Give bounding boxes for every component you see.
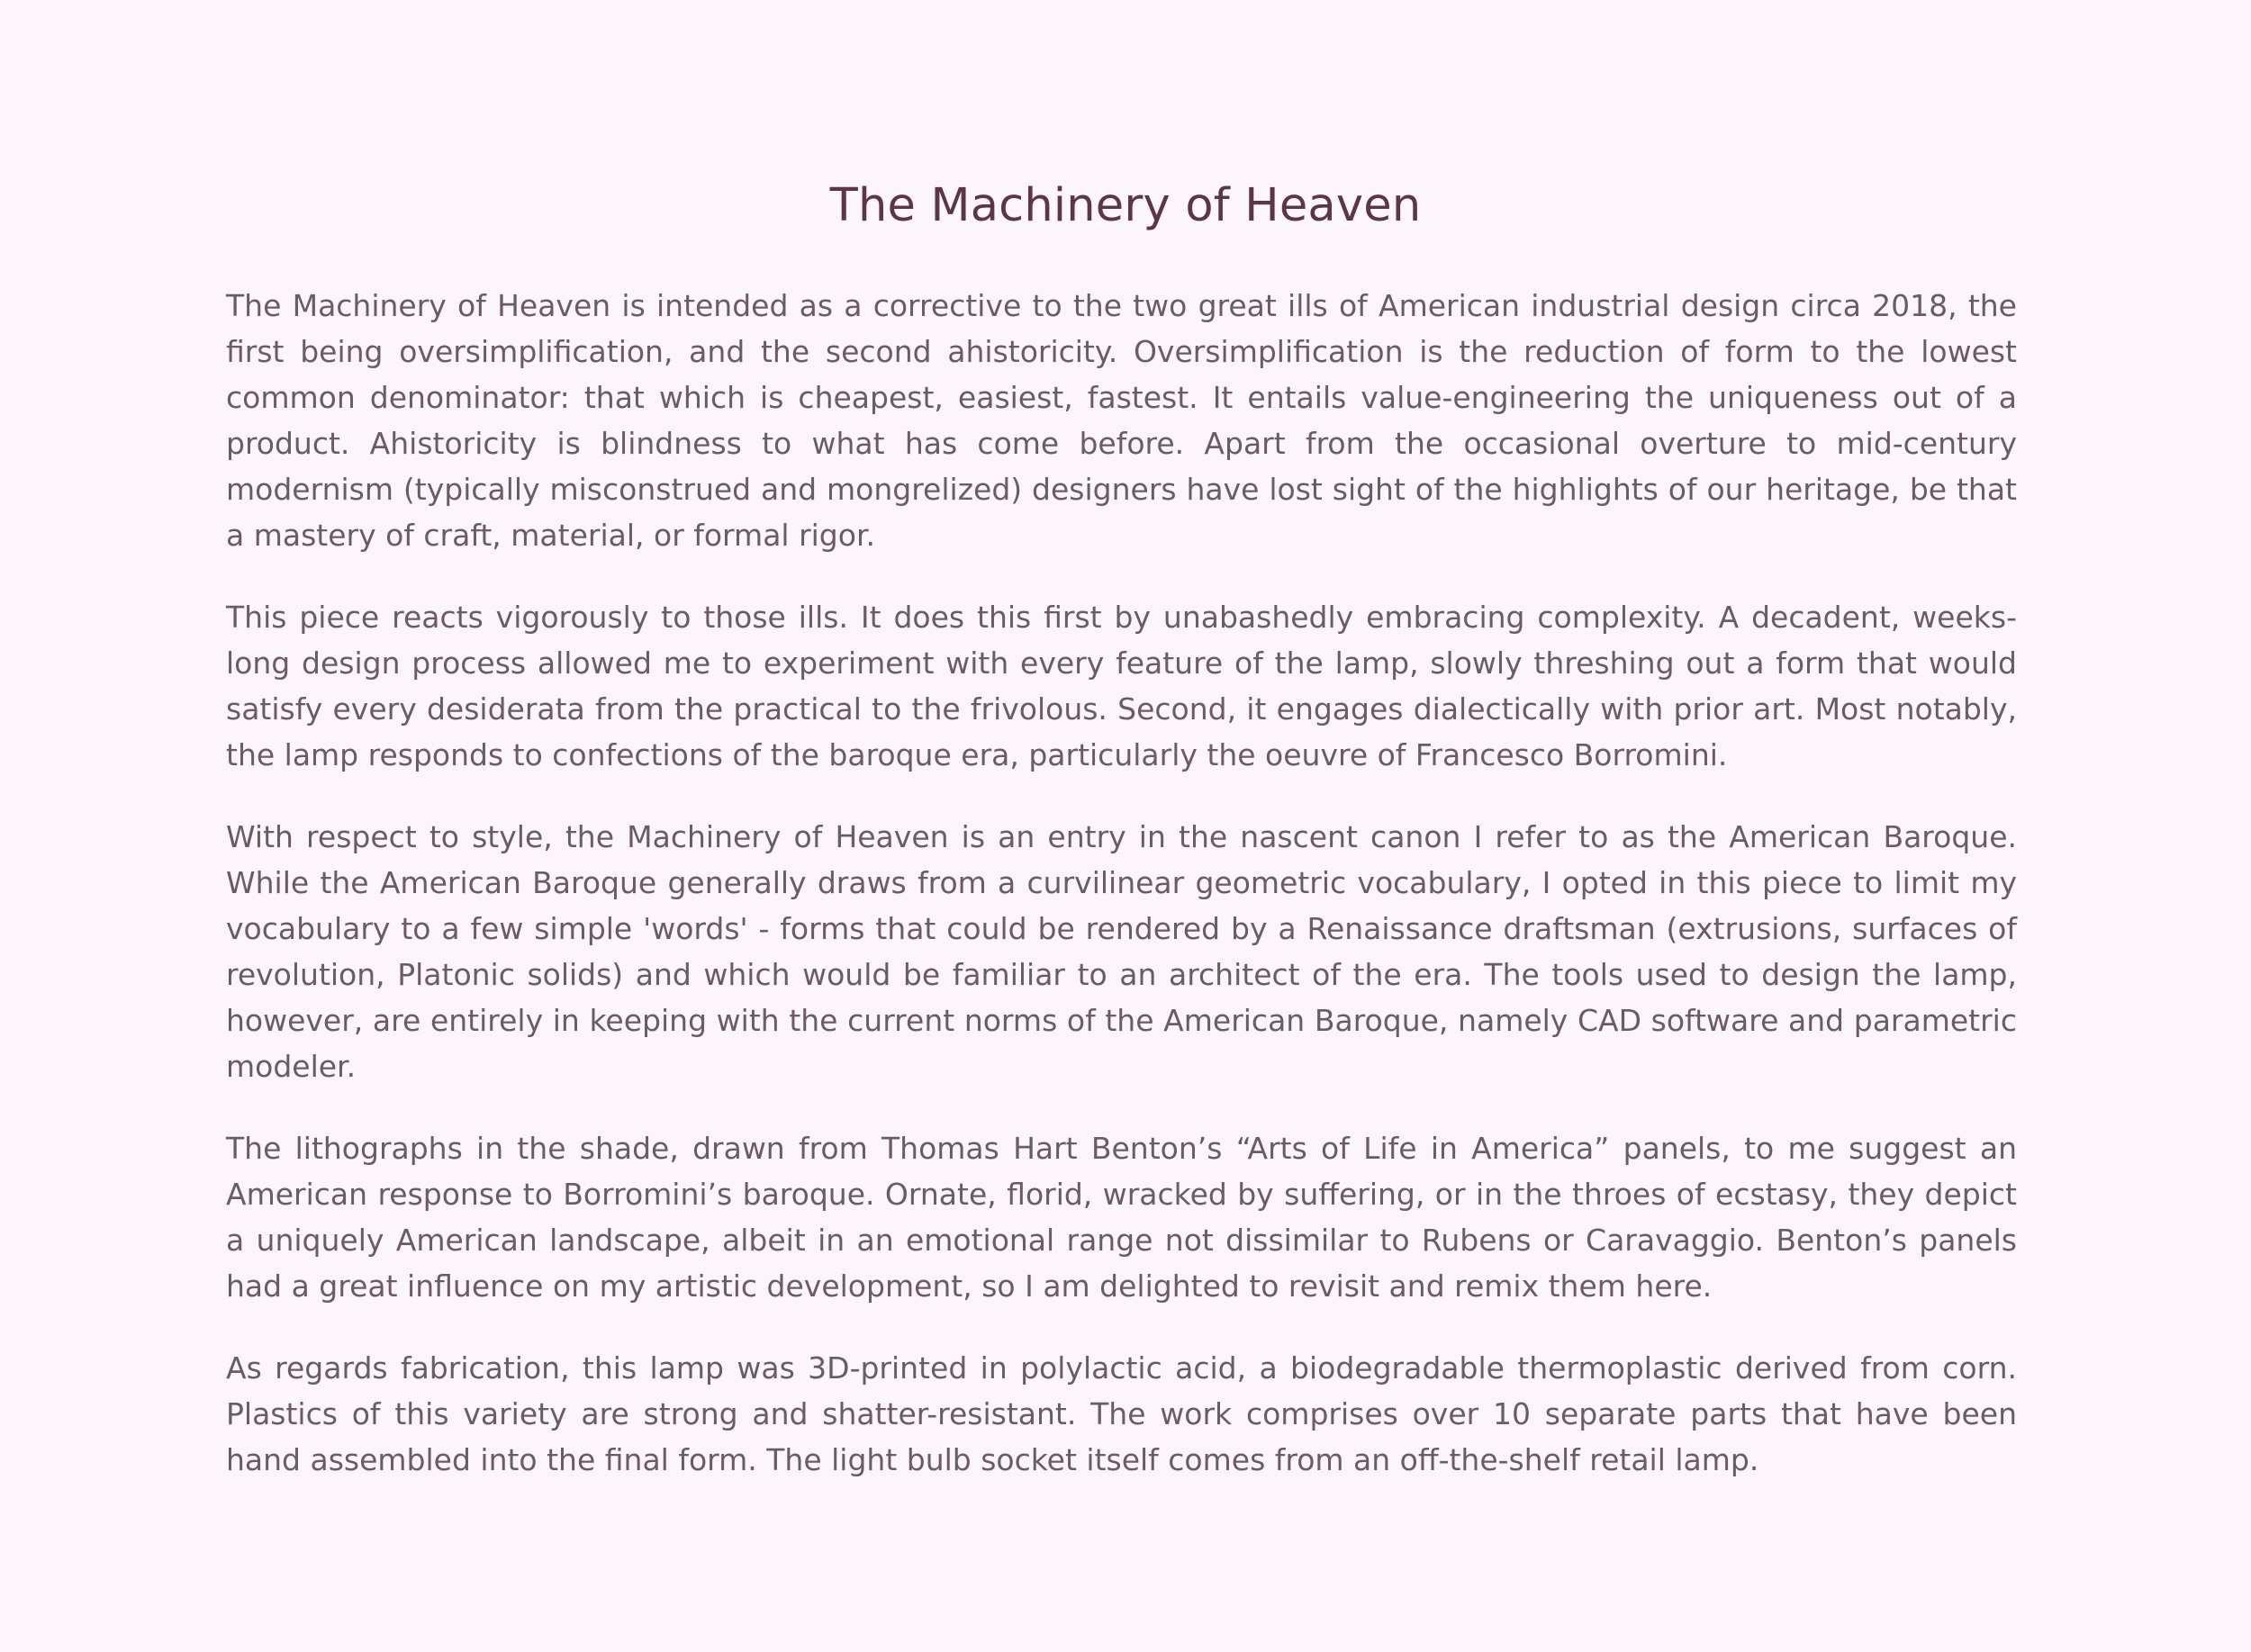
page-title: The Machinery of Heaven (829, 179, 1422, 232)
article-body (226, 283, 2017, 1483)
paragraph-fabrication: As regards fabrication, this lamp was 3D-printed in polylactic acid, a biodegradable thermoplastic derived from corn. Plastics of this variety are strong and shatter-resistant. The work comprises over 10 separate parts that have been hand assembled into the final form. The light bulb socket itself comes from an off-the-shelf retail lamp. (226, 1350, 2017, 1477)
paragraph-style: With respect to style, the Machinery of Heaven is an entry in the nascent canon I refer to as the American Baroque. While the American Baroque generally draws from a curvilinear geometric vocabulary, I opted in this piece to limit my vocabulary to a few simple 'words' - forms that could be rendered by a Renaissance draftsman (extrusions, surfaces of revolution, Platonic solids) and which would be familiar to an architect of the era. The tools used to design the lamp, however, are entirely in keeping with the current norms of the American Baroque, namely CAD software and parametric modeler. (226, 819, 2017, 1084)
paragraph-intro: The Machinery of Heaven is intended as a corrective to the two great ills of American industrial design circa 2018, the first being oversimplification, and the second ahistoricity. Oversimplification is the reduction of form to the lowest common denominator: that which is cheapest, easiest, fastest. It entails value-engineering the uniqueness out of a product. Ahistoricity is blindness to what has come before. Apart from the occasional overture to mid-century modernism (typically misconstrued and mongrelized) designers have lost sight of the highlights of our heritage, be that a mastery of craft, material, or formal rigor. (226, 288, 2017, 553)
paragraph-lithographs: The lithographs in the shade, drawn from Thomas Hart Benton’s “Arts of Life in America” panels, to me suggest an American response to Borromini’s baroque. Ornate, florid, wracked by suffering, or in the throes of ecstasy, they depict a uniquely American landscape, albeit in an emotional range not dissimilar to Rubens or Caravaggio. Benton’s panels had a great influence on my artistic development, so I am delighted to revisit and remix them here. (226, 1131, 2017, 1304)
paragraph-complexity: This piece reacts vigorously to those ills. It does this first by unabashedly embracing complexity. A decadent, weeks-long design process allowed me to experiment with every feature of the lamp, slowly threshing out a form that would satisfy every desiderata from the practical to the frivolous. Second, it engages dialectically with prior art. Most notably, the lamp responds to confections of the baroque era, particularly the oeuvre of Francesco Borromini. (226, 600, 2017, 772)
